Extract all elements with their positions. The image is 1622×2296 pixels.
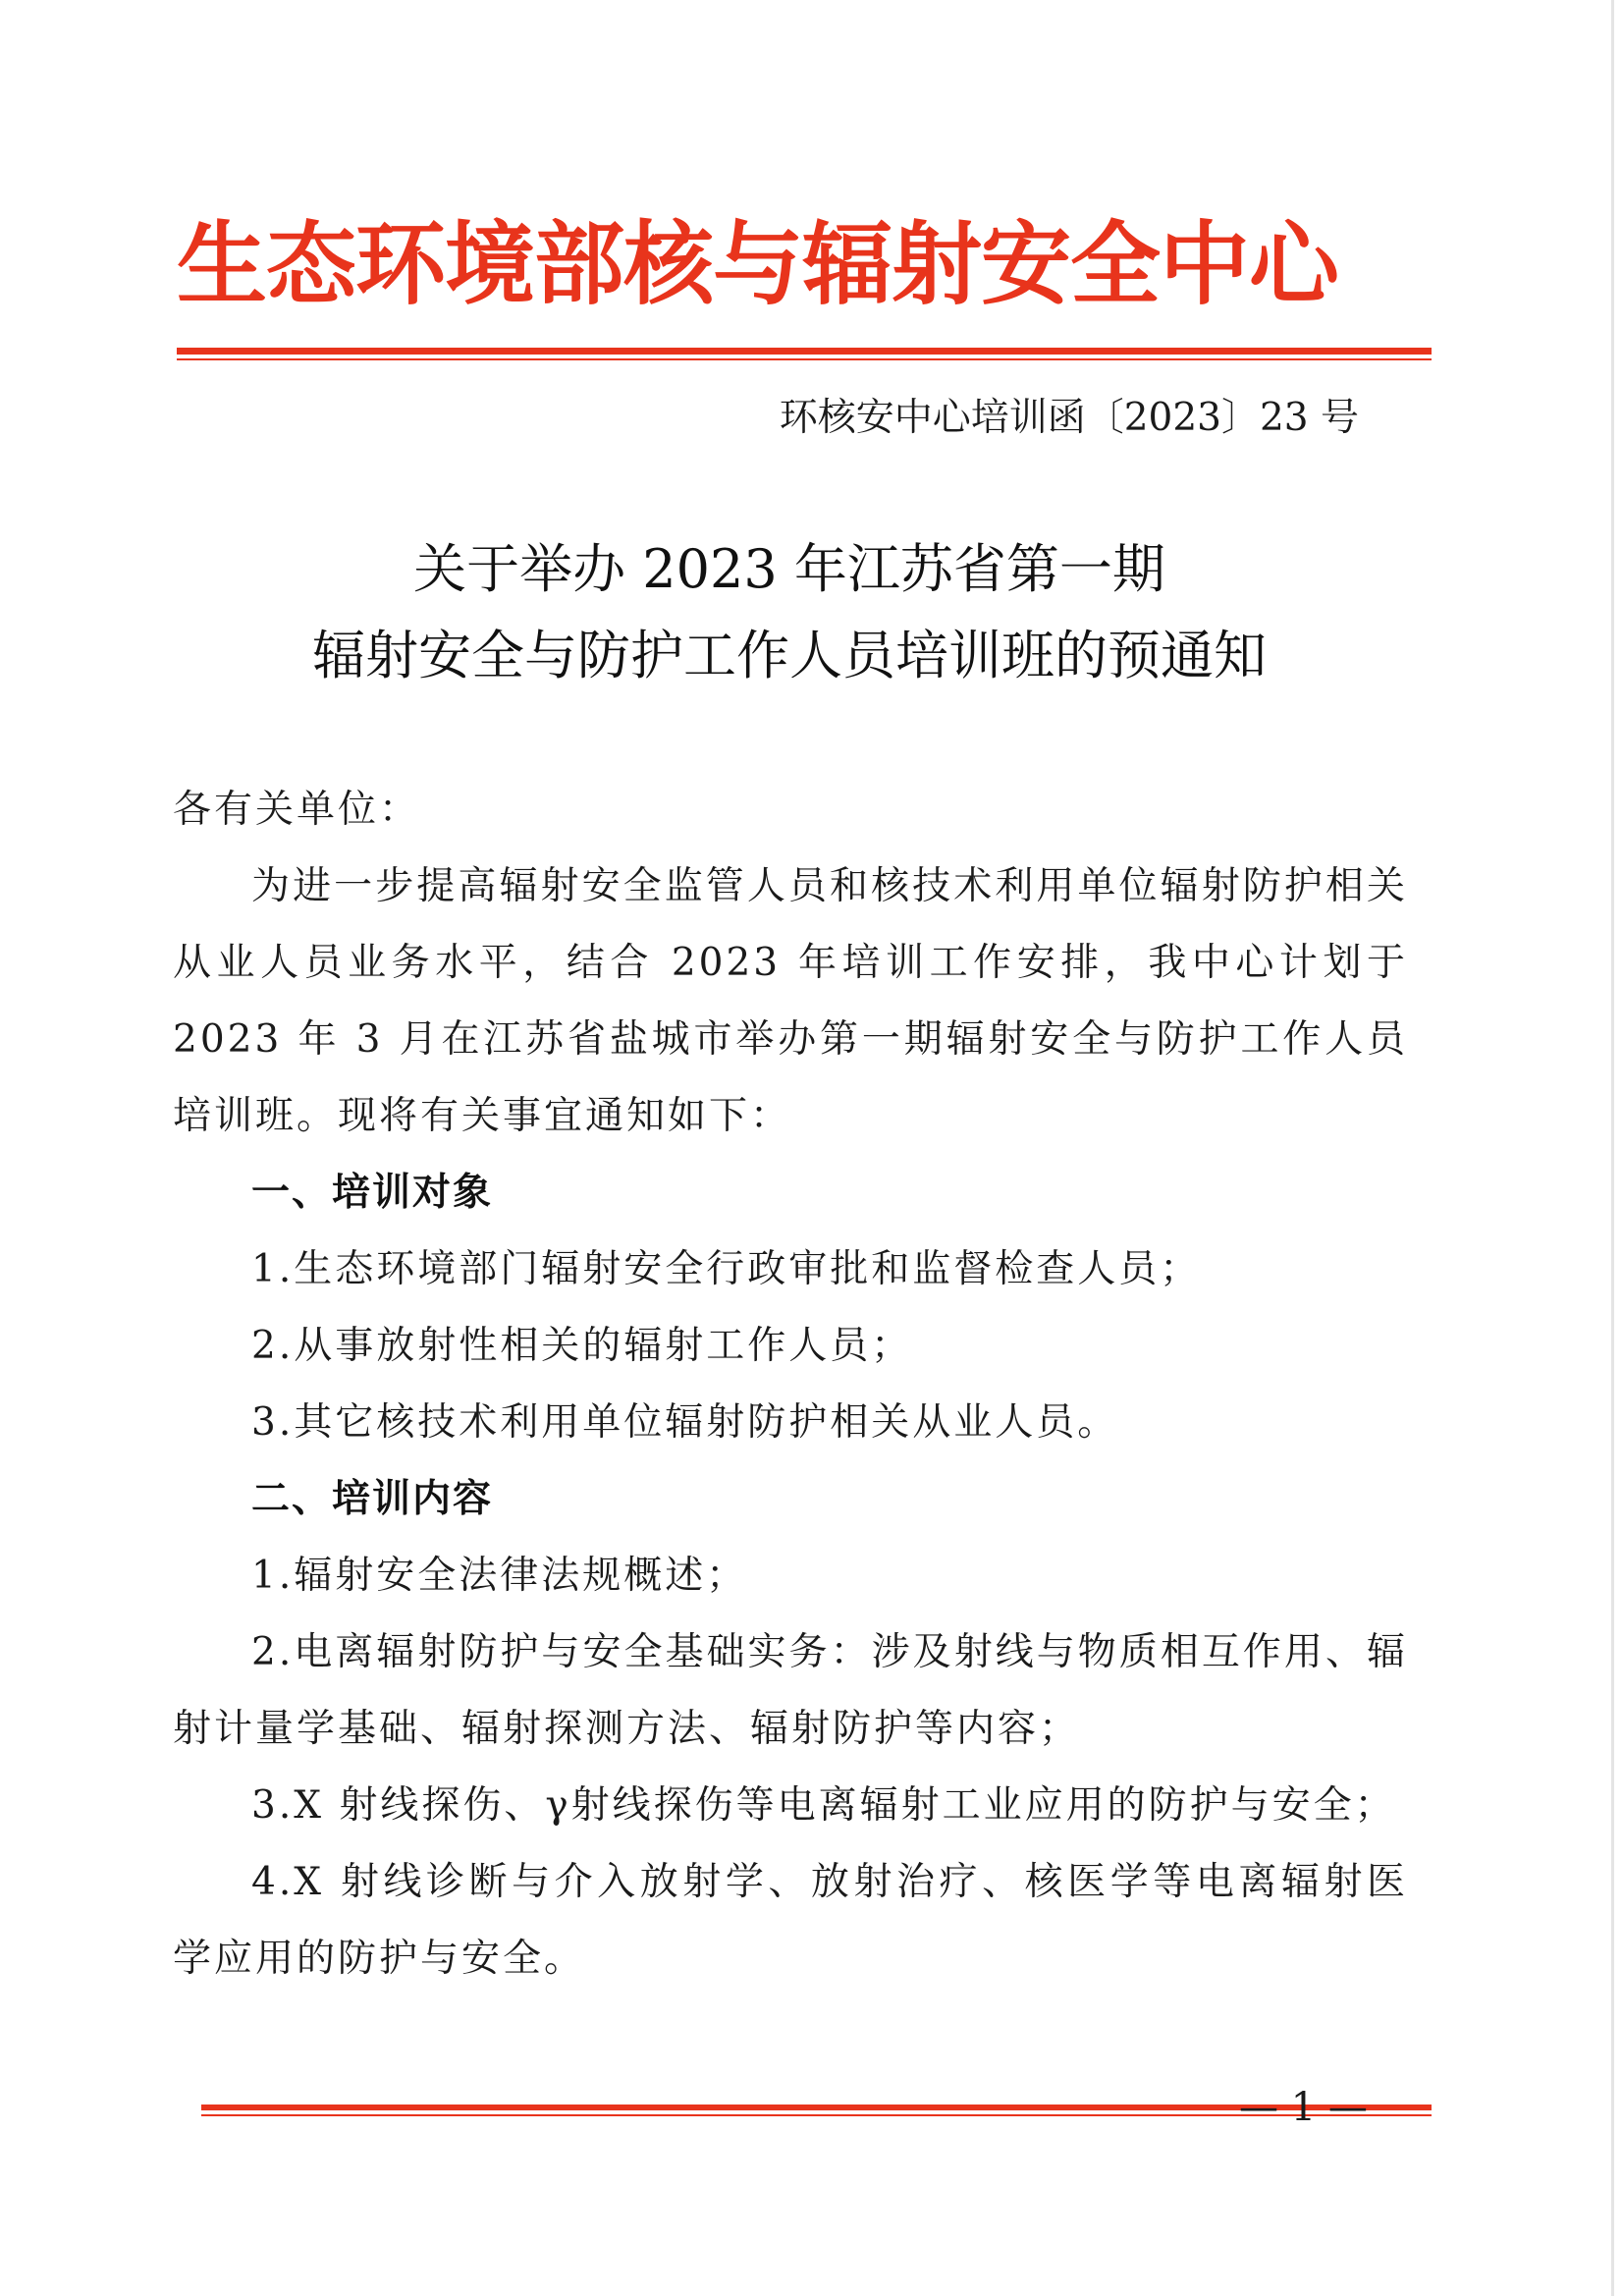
- salutation: 各有关单位：: [173, 788, 421, 832]
- title-line-2: 辐射安全与防护工作人员培训班的预通知: [312, 625, 1267, 686]
- list-item: 1.辐射安全法律法规概述；: [251, 1554, 748, 1598]
- training-content-list: [173, 1538, 1408, 1997]
- training-targets-list: [173, 1231, 1408, 1461]
- list-item: 1.生态环境部门辐射安全行政审批和监督检查人员；: [251, 1247, 1202, 1291]
- list-item: 3.X 射线探伤、γ射线探伤等电离辐射工业应用的防护与安全；: [251, 1783, 1396, 1828]
- list-item: 2.从事放射性相关的辐射工作人员；: [251, 1324, 913, 1368]
- title-line-1: 关于举办 2023 年江苏省第一期: [413, 538, 1165, 600]
- section-heading-training-targets: 一、培训对象: [251, 1171, 494, 1215]
- intro-paragraph: 为进一步提高辐射安全监管人员和核技术利用单位辐射防护相关从业人员业务水平，结合 2023 年培训工作安排，我中心计划于 2023 年 3 月在江苏省盐城市举办第一期辐射安全与防护工作人员培训班。现将有关事宜通知如下：: [173, 864, 1408, 1138]
- organization-header: 生态环境部核与辐射安全中心: [177, 212, 1339, 317]
- list-item: 2.电离辐射防护与安全基础实务：涉及射线与物质相互作用、辐射计量学基础、辐射探测方法、辐射防护等内容；: [173, 1630, 1408, 1751]
- page-number: — 1 —: [1239, 2085, 1368, 2130]
- document-title: [0, 526, 1622, 699]
- header-rule-thin: [177, 358, 1432, 360]
- list-item: 3.其它核技术利用单位辐射防护相关从业人员。: [251, 1400, 1119, 1445]
- list-item: 4.X 射线诊断与介入放射学、放射治疗、核医学等电离辐射医学应用的防护与安全。: [173, 1860, 1408, 1981]
- section-heading-training-content: 二、培训内容: [251, 1477, 494, 1521]
- document-number: 环核安中心培训函〔2023〕23 号: [779, 396, 1359, 440]
- header-rule-thick: [177, 348, 1432, 355]
- scan-edge: [1611, 0, 1614, 2296]
- header-red-rule: [177, 348, 1432, 360]
